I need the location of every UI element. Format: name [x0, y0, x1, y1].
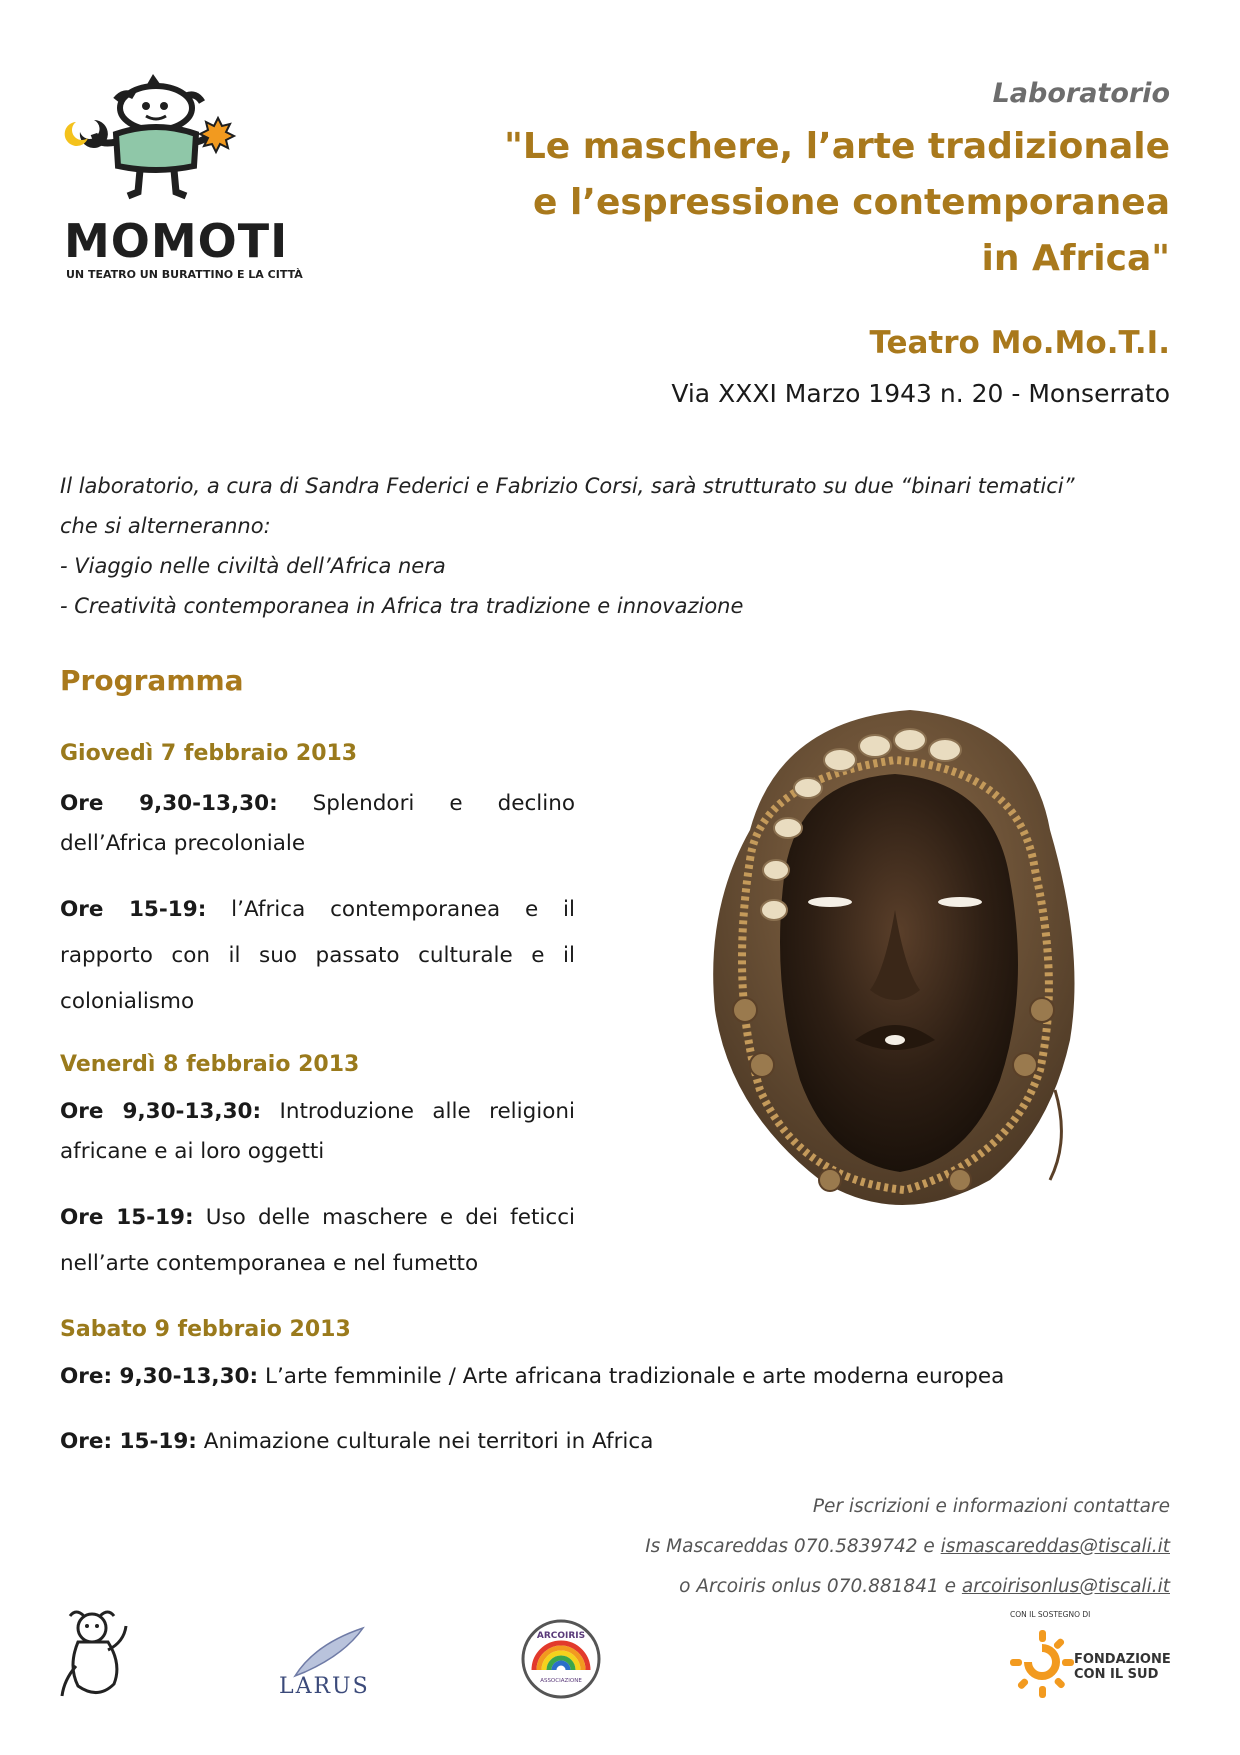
session-text: Introduzione alle religioni africane e ai loro oggetti	[60, 1099, 575, 1164]
day-date: Venerdì 8 febbraio 2013	[60, 1052, 360, 1077]
contacts-block	[470, 1487, 1170, 1607]
contact-text: o Arcoiris onlus 070.881841 e	[679, 1576, 962, 1597]
session	[60, 1195, 575, 1287]
quill-icon	[275, 1624, 370, 1679]
momoti-wordmark: MOMOTI	[64, 214, 289, 268]
intro-line: che si alterneranno:	[60, 514, 271, 538]
intro-paragraph	[60, 466, 1180, 626]
fondazione-wordmark	[1074, 1652, 1171, 1682]
intro-line: Il laboratorio, a cura di Sandra Federici e Fabrizio Corsi, sarà strutturato su due “binari tematici”	[60, 474, 1075, 498]
monkey-puppet-icon	[58, 1606, 134, 1702]
session-text: Animazione culturale nei territori in Africa	[196, 1429, 654, 1454]
arcoiris-subtitle: ASSOCIAZIONE	[540, 1678, 582, 1684]
session-time: Ore: 15-19:	[60, 1429, 197, 1454]
session-text: L’arte femminile / Arte africana tradizionale e arte moderna europea	[258, 1364, 1005, 1389]
fondazione-name-line-2: CON IL SUD	[1074, 1667, 1159, 1682]
email-link[interactable]: arcoirisonlus@tiscali.it	[961, 1576, 1170, 1597]
header	[370, 78, 1170, 408]
arcoiris-wordmark: ARCOIRIS	[536, 1631, 586, 1641]
day-date: Giovedì 7 febbraio 2013	[60, 741, 358, 766]
fondazione-con-il-sud-logo	[1010, 1610, 1170, 1710]
email-link[interactable]: ismascareddas@tiscali.it	[940, 1536, 1170, 1557]
event-type-label: Laboratorio	[992, 78, 1170, 109]
larus-logo	[275, 1624, 370, 1704]
session	[60, 1422, 653, 1462]
title-line-1: "Le maschere, l’arte tradizionale	[504, 126, 1170, 167]
session-time: Ore 9,30-13,30:	[60, 1099, 262, 1124]
sun-icon	[1010, 1630, 1074, 1702]
program-heading: Programma	[60, 664, 244, 697]
contact-line-2	[470, 1567, 1170, 1607]
momoti-tagline: UN TEATRO UN BURATTINO E LA CITTÀ	[66, 268, 303, 281]
contact-text: Is Mascareddas 070.5839742 e	[645, 1536, 941, 1557]
session-text: l’Africa contemporanea e il rapporto con il suo passato culturale e il colonialismo	[60, 897, 575, 1014]
venue-address: Via XXXI Marzo 1943 n. 20 - Monserrato	[671, 379, 1170, 408]
session-time: Ore: 9,30-13,30:	[60, 1364, 259, 1389]
session-time: Ore 15-19:	[60, 1205, 194, 1230]
title-line-2: e l’espressione contemporanea	[533, 182, 1170, 223]
intro-line: - Creatività contemporanea in Africa tra tradizione e innovazione	[60, 594, 744, 618]
contact-line-1	[470, 1527, 1170, 1567]
venue-name: Teatro Mo.Mo.T.I.	[869, 325, 1170, 361]
rainbow-badge-icon	[520, 1618, 602, 1700]
session-text: Splendori e declino dell’Africa precoloniale	[60, 791, 575, 856]
intro-line: - Viaggio nelle civiltà dell’Africa nera	[60, 554, 446, 578]
is-mascareddas-logo	[58, 1606, 134, 1702]
session	[60, 887, 575, 1025]
session-time: Ore 15-19:	[60, 897, 207, 922]
arcoiris-logo	[520, 1618, 602, 1700]
day-date: Sabato 9 febbraio 2013	[60, 1317, 351, 1342]
session	[60, 784, 575, 864]
contacts-intro: Per iscrizioni e informazioni contattare	[812, 1496, 1170, 1517]
larus-wordmark: LARUS	[279, 1674, 370, 1699]
session-text: Uso delle maschere e dei feticci nell’arte contemporanea e nel fumetto	[60, 1205, 575, 1276]
session	[60, 1092, 575, 1172]
fondazione-support-label: CON IL SOSTEGNO DI	[1010, 1610, 1091, 1619]
african-mask-image	[690, 710, 1100, 1250]
session	[60, 1357, 1004, 1397]
momoti-logo	[58, 70, 303, 290]
title-line-3: in Africa"	[981, 238, 1170, 279]
session-time: Ore 9,30-13,30:	[60, 791, 278, 816]
puppet-mascot-icon	[58, 70, 268, 220]
fondazione-name-line-1: FONDAZIONE	[1074, 1652, 1171, 1667]
